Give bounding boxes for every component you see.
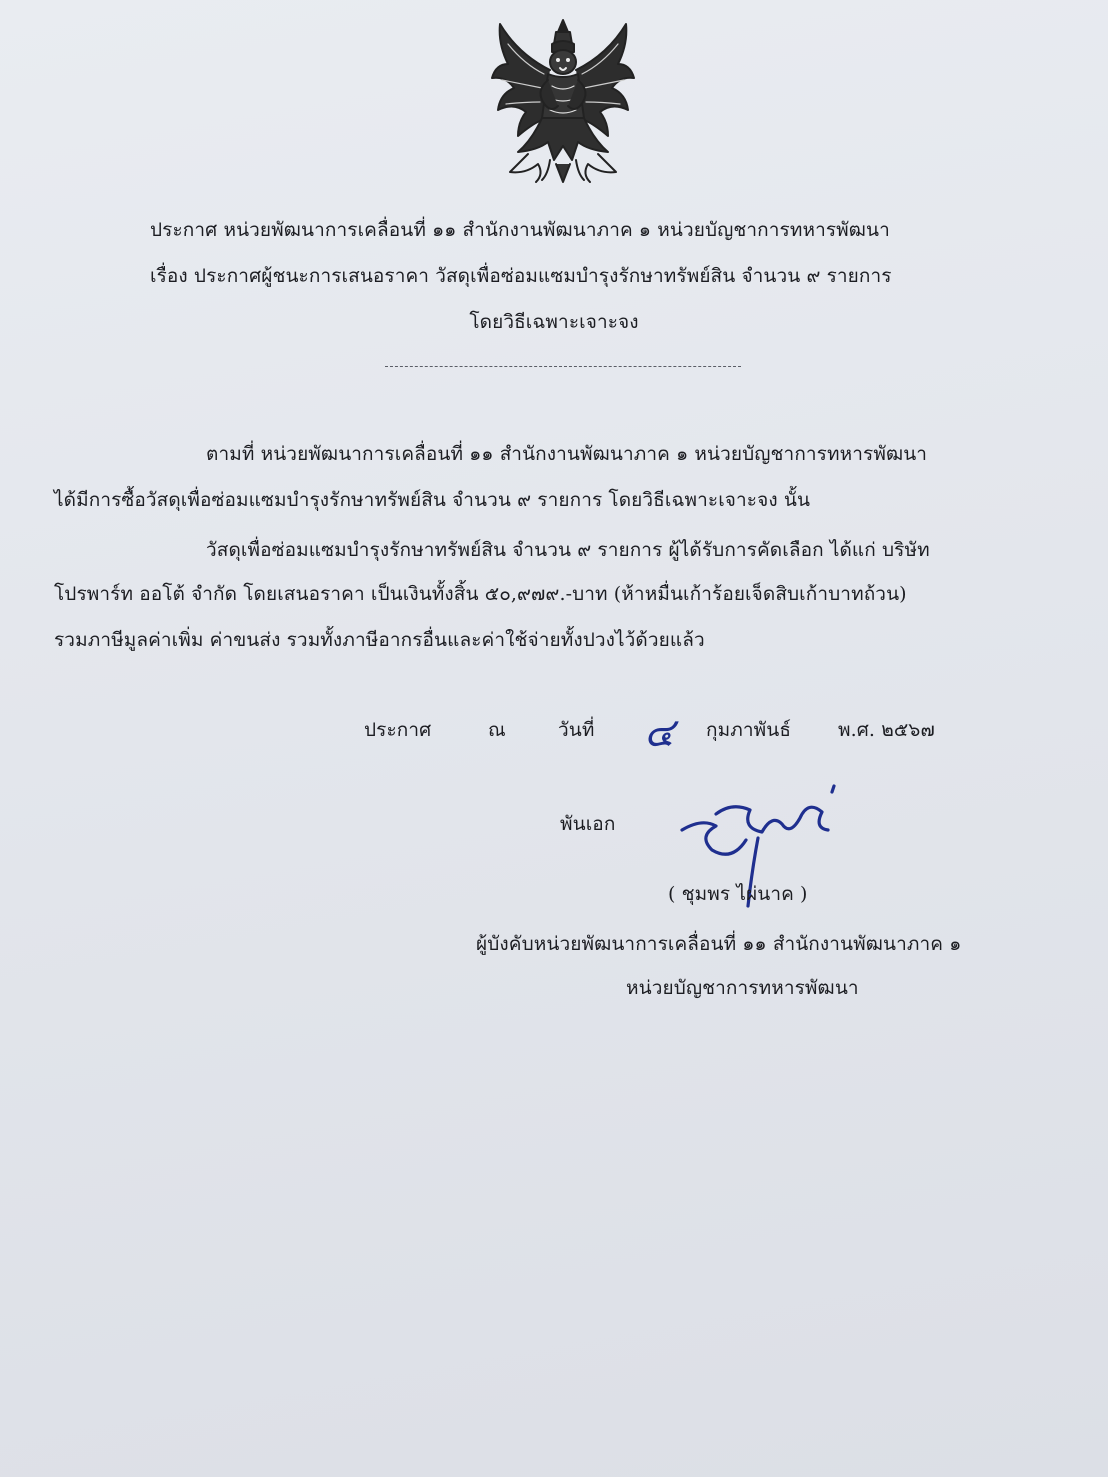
header-divider — [385, 366, 741, 367]
date-day-label: วันที่ — [558, 719, 595, 741]
header-subject-line: เรื่อง ประกาศผู้ชนะการเสนอราคา วัสดุเพื่อซ่อมแซมบำรุงรักษาทรัพย์สิน จำนวน ๙ รายการ — [150, 265, 892, 287]
date-year: พ.ศ. ๒๕๖๗ — [838, 719, 935, 741]
handwritten-day-number — [640, 706, 690, 754]
date-month: กุมภาพันธ์ — [706, 719, 792, 741]
header-line-1: ประกาศ หน่วยพัฒนาการเคลื่อนที่ ๑๑ สำนักงานพัฒนาภาค ๑ หน่วยบัญชาการทหารพัฒนา — [150, 219, 890, 241]
handwritten-day-text: ๔ — [644, 710, 675, 754]
signatory-position-line-1: ผู้บังคับหน่วยพัฒนาการเคลื่อนที่ ๑๑ สำนักงานพัฒนาภาค ๑ — [476, 933, 962, 955]
body-paragraph-2-line-2: โปรพาร์ท ออโต้ จำกัด โดยเสนอราคา เป็นเงินทั้งสิ้น ๕๐,๙๗๙.-บาท (ห้าหมื่นเก้าร้อยเจ็ดสิบเก้าบาทถ้วน) — [54, 583, 907, 605]
signatory-rank: พันเอก — [560, 813, 616, 835]
garuda-emblem-icon — [488, 14, 638, 186]
header-method-line: โดยวิธีเฉพาะเจาะจง — [469, 311, 639, 333]
signatory-name: ( ชุมพร ไผ่นาค ) — [668, 883, 808, 905]
body-paragraph-1-line-1: ตามที่ หน่วยพัฒนาการเคลื่อนที่ ๑๑ สำนักงานพัฒนาภาค ๑ หน่วยบัญชาการทหารพัฒนา — [206, 443, 928, 465]
body-paragraph-1-line-2: ได้มีการซื้อวัสดุเพื่อซ่อมแซมบำรุงรักษาทรัพย์สิน จำนวน ๙ รายการ โดยวิธีเฉพาะเจาะจง นั้น — [54, 489, 811, 511]
body-paragraph-2-line-1: วัสดุเพื่อซ่อมแซมบำรุงรักษาทรัพย์สิน จำนวน ๙ รายการ ผู้ได้รับการคัดเลือก ได้แก่ บริษัท — [206, 539, 930, 561]
date-announce-label: ประกาศ — [364, 719, 432, 741]
date-at-label: ณ — [488, 719, 506, 741]
body-paragraph-2-line-3: รวมภาษีมูลค่าเพิ่ม ค่าขนส่ง รวมทั้งภาษีอากรอื่นและค่าใช้จ่ายทั้งปวงไว้ด้วยแล้ว — [54, 629, 705, 651]
signatory-position-line-2: หน่วยบัญชาการทหารพัฒนา — [626, 977, 859, 999]
